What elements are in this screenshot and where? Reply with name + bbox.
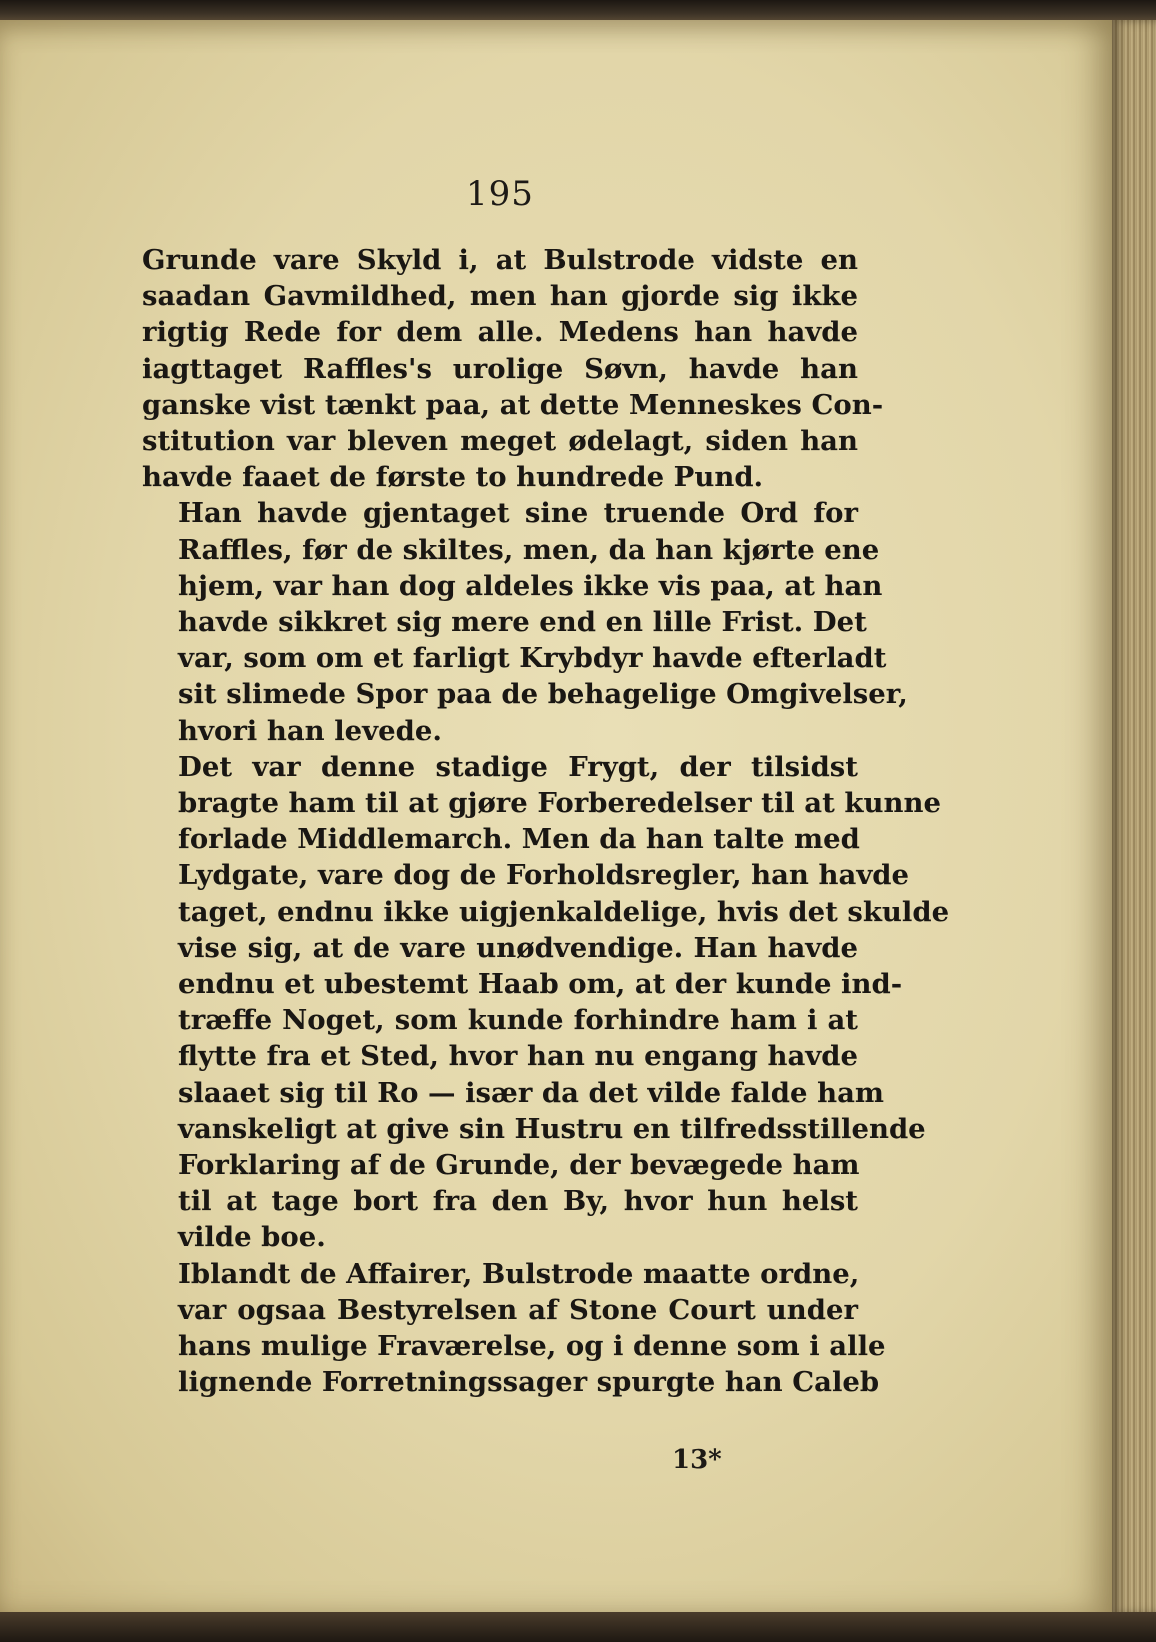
book-bottom-edge xyxy=(0,1612,1156,1642)
page-stack-edge xyxy=(1112,20,1156,1614)
text-line: havde faaet de første to hundrede Pund. xyxy=(142,461,764,494)
text-line: ganske vist tænkt paa, at dette Menneskes Con- xyxy=(142,388,884,421)
text-line: vanskeligt at give sin Hustru en tilfredsstillende xyxy=(178,1112,926,1145)
book-top-edge xyxy=(0,0,1156,22)
text-line: saadan Gavmildhed, men han gjorde sig ikke xyxy=(142,280,858,313)
text-line: Lydgate, vare dog de Forholdsregler, han havde xyxy=(178,859,910,892)
body-text xyxy=(142,242,950,1401)
text-line: Iblandt de Affairer, Bulstrode maatte ordne, xyxy=(178,1257,860,1290)
text-line: bragte ham til at gjøre Forberedelser til at kunne xyxy=(178,787,941,820)
text-line: træffe Noget, som kunde forhindre ham i at xyxy=(178,1004,858,1037)
paragraph-3 xyxy=(142,749,950,1256)
text-line: Han havde gjentaget sine truende Ord for xyxy=(178,497,858,530)
text-line: iagttaget Raffles's urolige Søvn, havde han xyxy=(142,352,858,385)
page-number: 195 xyxy=(466,174,534,214)
text-line: vise sig, at de vare unødvendige. Han havde xyxy=(178,931,858,964)
text-line: slaaet sig til Ro — især da det vilde falde ham xyxy=(178,1076,884,1109)
text-line: lignende Forretningssager spurgte han Caleb xyxy=(178,1366,880,1399)
text-line: taget, endnu ikke uigjenkaldelige, hvis det skulde xyxy=(178,895,950,928)
text-line: havde sikkret sig mere end en lille Frist. Det xyxy=(178,606,867,639)
paragraph-1 xyxy=(142,242,884,495)
text-line: rigtig Rede for dem alle. Medens han havde xyxy=(142,316,858,349)
text-line: sit slimede Spor paa de behagelige Omgivelser, xyxy=(178,678,908,711)
text-line: flytte fra et Sted, hvor han nu engang havde xyxy=(178,1040,858,1073)
text-line: hans mulige Fraværelse, og i denne som i alle xyxy=(178,1330,886,1363)
text-line: var ogsaa Bestyrelsen af Stone Court under xyxy=(178,1293,858,1326)
book-page xyxy=(0,20,1112,1614)
text-line: Grunde vare Skyld i, at Bulstrode vidste en xyxy=(142,244,858,276)
text-line: Det var denne stadige Frygt, der tilsidst xyxy=(178,750,858,783)
text-line: forlade Middlemarch. Men da han talte med xyxy=(178,823,860,856)
text-line: Raffles, før de skiltes, men, da han kjørte ene xyxy=(178,533,880,566)
text-line: til at tage bort fra den By, hvor hun helst xyxy=(178,1185,858,1218)
signature-mark: 13* xyxy=(672,1445,722,1475)
text-line: hvori han levede. xyxy=(178,714,442,747)
text-line: hjem, var han dog aldeles ikke vis paa, at han xyxy=(178,569,883,602)
paragraph-2 xyxy=(142,495,908,748)
text-line: var, som om et farligt Krybdyr havde efterladt xyxy=(178,642,887,675)
text-line: vilde boe. xyxy=(178,1221,326,1254)
text-line: stitution var bleven meget ødelagt, siden han xyxy=(142,425,858,458)
paragraph-4 xyxy=(142,1256,886,1401)
text-line: endnu et ubestemt Haab om, at der kunde ind- xyxy=(178,968,903,1001)
text-line: Forklaring af de Grunde, der bevægede ham xyxy=(178,1149,860,1182)
